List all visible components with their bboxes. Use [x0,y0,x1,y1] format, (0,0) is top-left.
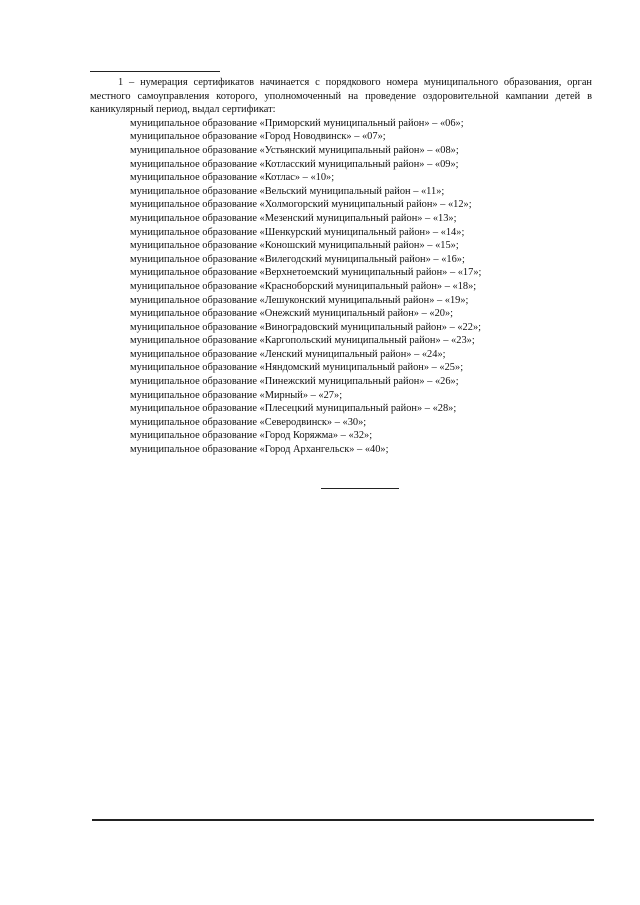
list-item: муниципальное образование «Котласский муниципальный район» – «09»; [130,158,459,170]
footnote-intro: 1 – нумерация сертификатов начинается с порядкового номера муниципального образования, орган местного самоуправления которого, уполномоченный на проведение оздоровительной кампании детей в каникулярный период, выдал сертификат: [90,77,592,116]
list-item: муниципальное образование «Вельский муниципальный район – «11»; [130,185,445,197]
list-item: муниципальное образование «Виноградовский муниципальный район» – «22»; [130,321,482,333]
list-item: муниципальное образование «Верхнетоемский муниципальный район» – «17»; [130,267,482,279]
list-item: муниципальное образование «Котлас» – «10»; [130,172,335,184]
page-bottom-rule [92,819,594,821]
list-item: муниципальное образование «Шенкурский муниципальный район» – «14»; [130,226,465,238]
list-item: муниципальное образование «Вилегодский муниципальный район» – «16»; [130,253,465,265]
list-item: муниципальное образование «Приморский муниципальный район» – «06»; [130,117,464,129]
footnote [90,76,592,457]
list-item: муниципальное образование «Каргопольский муниципальный район» – «23»; [130,335,475,347]
list-item: муниципальное образование «Ленский муниципальный район» – «24»; [130,348,446,360]
list-item: муниципальное образование «Красноборский муниципальный район» – «18»; [130,280,477,292]
municipality-list [90,117,592,457]
list-item: муниципальное образование «Холмогорский муниципальный район» – «12»; [130,199,472,211]
list-item: муниципальное образование «Онежский муниципальный район» – «20»; [130,308,454,320]
list-item: муниципальное образование «Устьянский муниципальный район» – «08»; [130,144,459,156]
list-item: муниципальное образование «Город Архангельск» – «40»; [130,444,389,456]
list-item: муниципальное образование «Пинежский муниципальный район» – «26»; [130,376,459,388]
list-item: муниципальное образование «Мирный» – «27»; [130,389,343,401]
list-item: муниципальное образование «Лешуконский муниципальный район» – «19»; [130,294,469,306]
end-separator [321,488,399,489]
list-item: муниципальное образование «Город Новодвинск» – «07»; [130,131,386,143]
list-item: муниципальное образование «Няндомский муниципальный район» – «25»; [130,362,464,374]
list-item: муниципальное образование «Город Коряжма» – «32»; [130,430,373,442]
list-item: муниципальное образование «Мезенский муниципальный район» – «13»; [130,212,457,224]
footnote-separator [90,71,220,72]
list-item: муниципальное образование «Северодвинск» – «30»; [130,416,367,428]
list-item: муниципальное образование «Плесецкий муниципальный район» – «28»; [130,403,457,415]
list-item: муниципальное образование «Коношский муниципальный район» – «15»; [130,240,459,252]
